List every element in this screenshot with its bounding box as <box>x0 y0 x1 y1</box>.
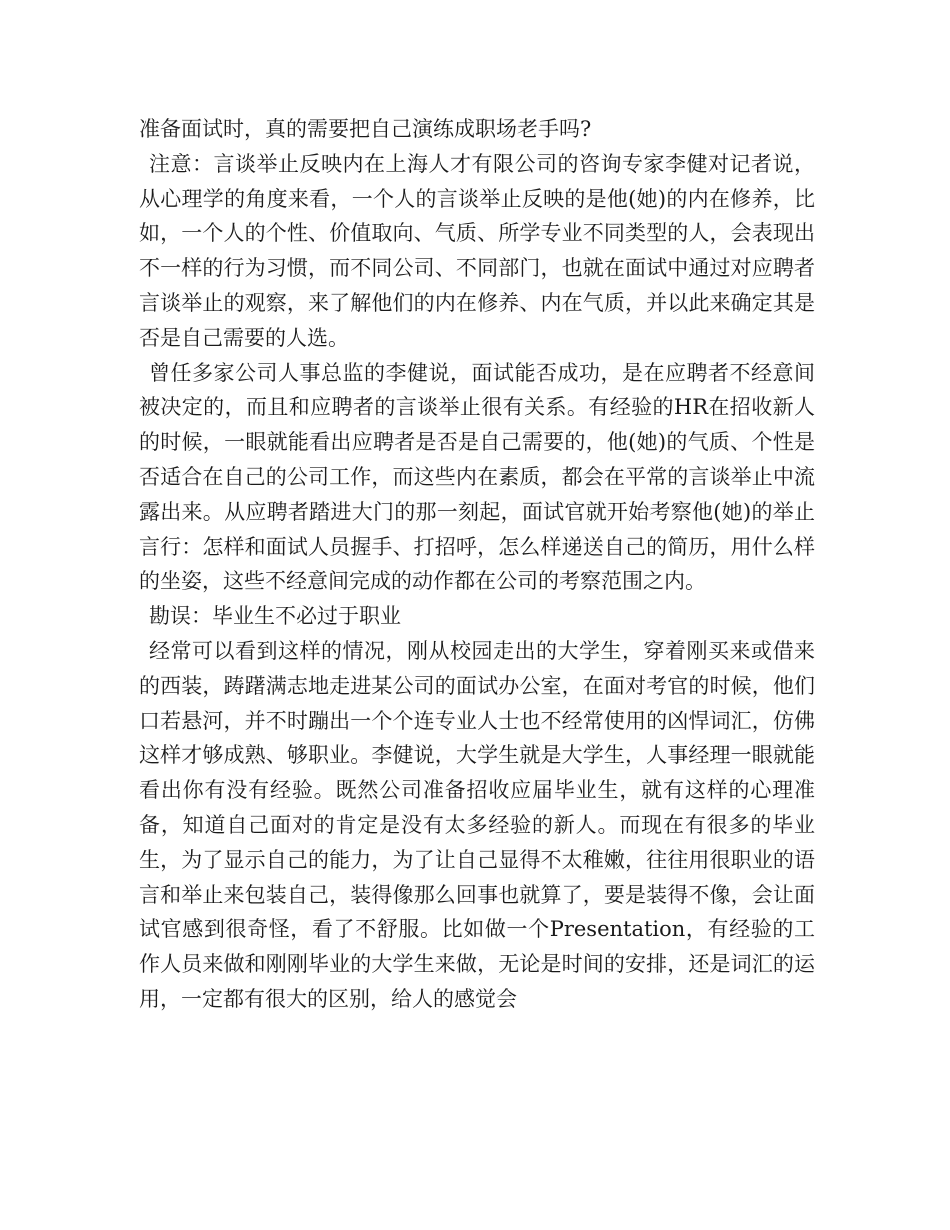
paragraph-hr-director: 曾任多家公司人事总监的李健说，面试能否成功，是在应聘者不经意间被决定的，而且和应聘者的言谈举止很有关系。有经验的HR在招收新人的时候，一眼就能看出应聘者是否是自己需要的，他(她)的气质、个性是否适合在自己的公司工作，而这些内在素质，都会在平常的言谈举止中流露出来。从应聘者踏进大门的那一刻起，面试官就开始考察他(她)的举止言行：怎样和面试人员握手、打招呼，怎么样递送自己的简历，用什么样的坐姿，这些不经意间完成的动作都在公司的考察范围之内。 <box>139 360 815 594</box>
paragraph-title-question: 准备面试时，真的需要把自己演练成职场老手吗? <box>139 117 592 141</box>
paragraph-graduates: 经常可以看到这样的情况，刚从校园走出的大学生，穿着刚买来或借来的西装，踌躇满志地走进某公司的面试办公室，在面对考官的时候，他们口若悬河，并不时蹦出一个个连专业人士也不经常使用的凶悍词汇，仿佛这样才够成熟、够职业。李健说，大学生就是大学生，人事经理一眼就能看出你有没有经验。既然公司准备招收应届毕业生，就有这样的心理准备，知道自己面对的肯定是没有太多经验的新人。而现在有很多的毕业生，为了显示自己的能力，为了让自己显得不太稚嫩，往往用很职业的语言和举止来包装自己，装得像那么回事也就算了，要是装得不像，会让面试官感到很奇怪，看了不舒服。比如做一个Presentation，有经验的工作人员来做和刚刚毕业的大学生来做，无论是时间的安排，还是词汇的运用，一定都有很大的区别，给人的感觉会 <box>139 638 815 1011</box>
document-body <box>139 112 815 1017</box>
paragraph-correction-heading: 勘误：毕业生不必过于职业 <box>149 604 401 629</box>
paragraph-note: 注意：言谈举止反映内在上海人才有限公司的咨询专家李健对记者说，从心理学的角度来看，一个人的言谈举止反映的是他(她)的内在修养，比如，一个人的个性、价值取向、气质、所学专业不同类型的人，会表现出不一样的行为习惯，而不同公司、不同部门，也就在面试中通过对应聘者言谈举止的观察，来了解他们的内在修养、内在气质，并以此来确定其是否是自己需要的人选。 <box>139 151 815 350</box>
